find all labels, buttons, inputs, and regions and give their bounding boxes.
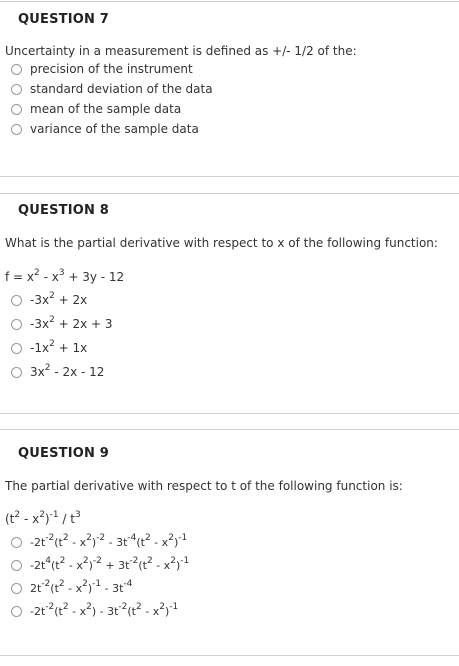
question-8-option-3[interactable] xyxy=(11,340,87,356)
option-label: precision of the instrument xyxy=(30,62,193,76)
question-7-option-4[interactable] xyxy=(11,121,199,137)
radio-button[interactable] xyxy=(11,583,22,594)
option-label: standard deviation of the data xyxy=(30,82,213,96)
question-9-option-2[interactable] xyxy=(11,557,189,573)
divider xyxy=(0,655,459,656)
question-8-prompt: What is the partial derivative with respect to x of the following function: xyxy=(5,236,438,250)
question-7-option-3[interactable] xyxy=(11,101,181,117)
question-9-title: QUESTION 9 xyxy=(18,446,110,461)
question-8-option-4[interactable] xyxy=(11,364,104,380)
radio-button[interactable] xyxy=(11,537,22,548)
question-9-option-1[interactable] xyxy=(11,534,187,550)
option-label: $-3x^2 + 2x$ xyxy=(30,291,88,307)
option-label: $3x^2 - 2x - 12$ xyxy=(30,363,105,379)
option-label: $2t^{-2}(t^2 - x^2)^{-1} - 3t^{-4}$ xyxy=(30,578,133,595)
question-7-option-2[interactable] xyxy=(11,81,213,97)
question-7-option-1[interactable] xyxy=(11,61,193,77)
question-8-option-1[interactable] xyxy=(11,292,87,308)
option-label: $-1x^2 + 1x$ xyxy=(30,339,88,355)
question-7-prompt: Uncertainty in a measurement is defined as +/- 1/2 of the: xyxy=(5,44,357,58)
divider xyxy=(0,193,459,194)
question-9-prompt: The partial derivative with respect to t of the following function is: xyxy=(5,479,403,493)
radio-button[interactable] xyxy=(11,560,22,571)
question-7-title: QUESTION 7 xyxy=(18,12,110,27)
question-9-option-4[interactable] xyxy=(11,603,178,619)
question-8-title: QUESTION 8 xyxy=(18,203,110,218)
radio-button[interactable] xyxy=(11,104,22,115)
option-label: $-2t^{-2}(t^2 - x^2) - 3t^{-2}(t^2 - x^2)^{-1}$ xyxy=(30,601,179,618)
top-divider xyxy=(0,1,459,2)
option-label: mean of the sample data xyxy=(30,102,182,116)
radio-button[interactable] xyxy=(11,343,22,354)
radio-button[interactable] xyxy=(11,367,22,378)
divider xyxy=(0,176,459,177)
radio-button[interactable] xyxy=(11,64,22,75)
option-label: $-2t^{-2}(t^2 - x^2)^{-2} - 3t^{-4}(t^2 - x^2)^{-1}$ xyxy=(30,532,188,549)
option-label: $-2t^4(t^2 - x^2)^{-2} + 3t^{-2}(t^2 - x^2)^{-1}$ xyxy=(30,555,190,572)
radio-button[interactable] xyxy=(11,84,22,95)
option-label: variance of the sample data xyxy=(30,122,199,136)
question-8-function: $f = x^2 - x^3 + 3y - 12$ xyxy=(5,268,125,284)
radio-button[interactable] xyxy=(11,295,22,306)
divider xyxy=(0,413,459,414)
question-9-function: $(t^2 - x^2)^{-1} / t^3$ xyxy=(5,510,81,526)
radio-button[interactable] xyxy=(11,606,22,617)
option-label: $-3x^2 + 2x + 3$ xyxy=(30,315,113,331)
question-9-option-3[interactable] xyxy=(11,580,132,596)
divider xyxy=(0,429,459,430)
question-8-option-2[interactable] xyxy=(11,316,113,332)
radio-button[interactable] xyxy=(11,319,22,330)
radio-button[interactable] xyxy=(11,124,22,135)
